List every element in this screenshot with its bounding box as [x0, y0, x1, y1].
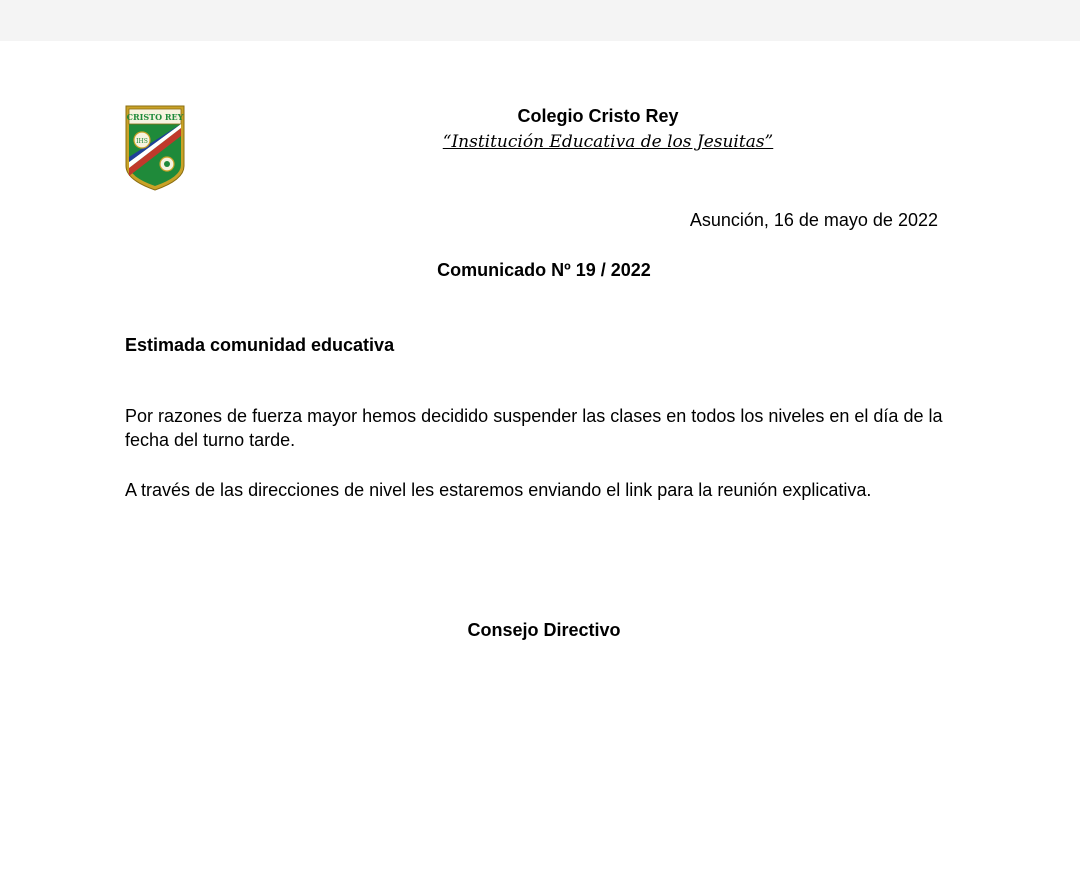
top-bar	[0, 0, 1080, 41]
letter-paragraph: A través de las direcciones de nivel les estaremos enviando el link para la reunión explicativa.	[125, 480, 872, 500]
school-crest-logo	[124, 104, 186, 192]
school-name: Colegio Cristo Rey	[517, 106, 679, 126]
svg-text:IHS: IHS	[136, 138, 148, 145]
svg-text:CRISTO REY: CRISTO REY	[126, 112, 184, 122]
letter-title: Comunicado Nº 19 / 2022	[437, 260, 651, 280]
letter-paragraph: Por razones de fuerza mayor hemos decidido suspender las clases en todos los niveles en el día de la fecha del turno tarde.	[125, 406, 943, 450]
letter-signature: Consejo Directivo	[467, 620, 621, 640]
letter-date: Asunción, 16 de mayo de 2022	[689, 210, 938, 230]
letter-greeting: Estimada comunidad educativa	[125, 335, 395, 355]
school-motto: “Institución Educativa de los Jesuitas”	[442, 132, 774, 152]
